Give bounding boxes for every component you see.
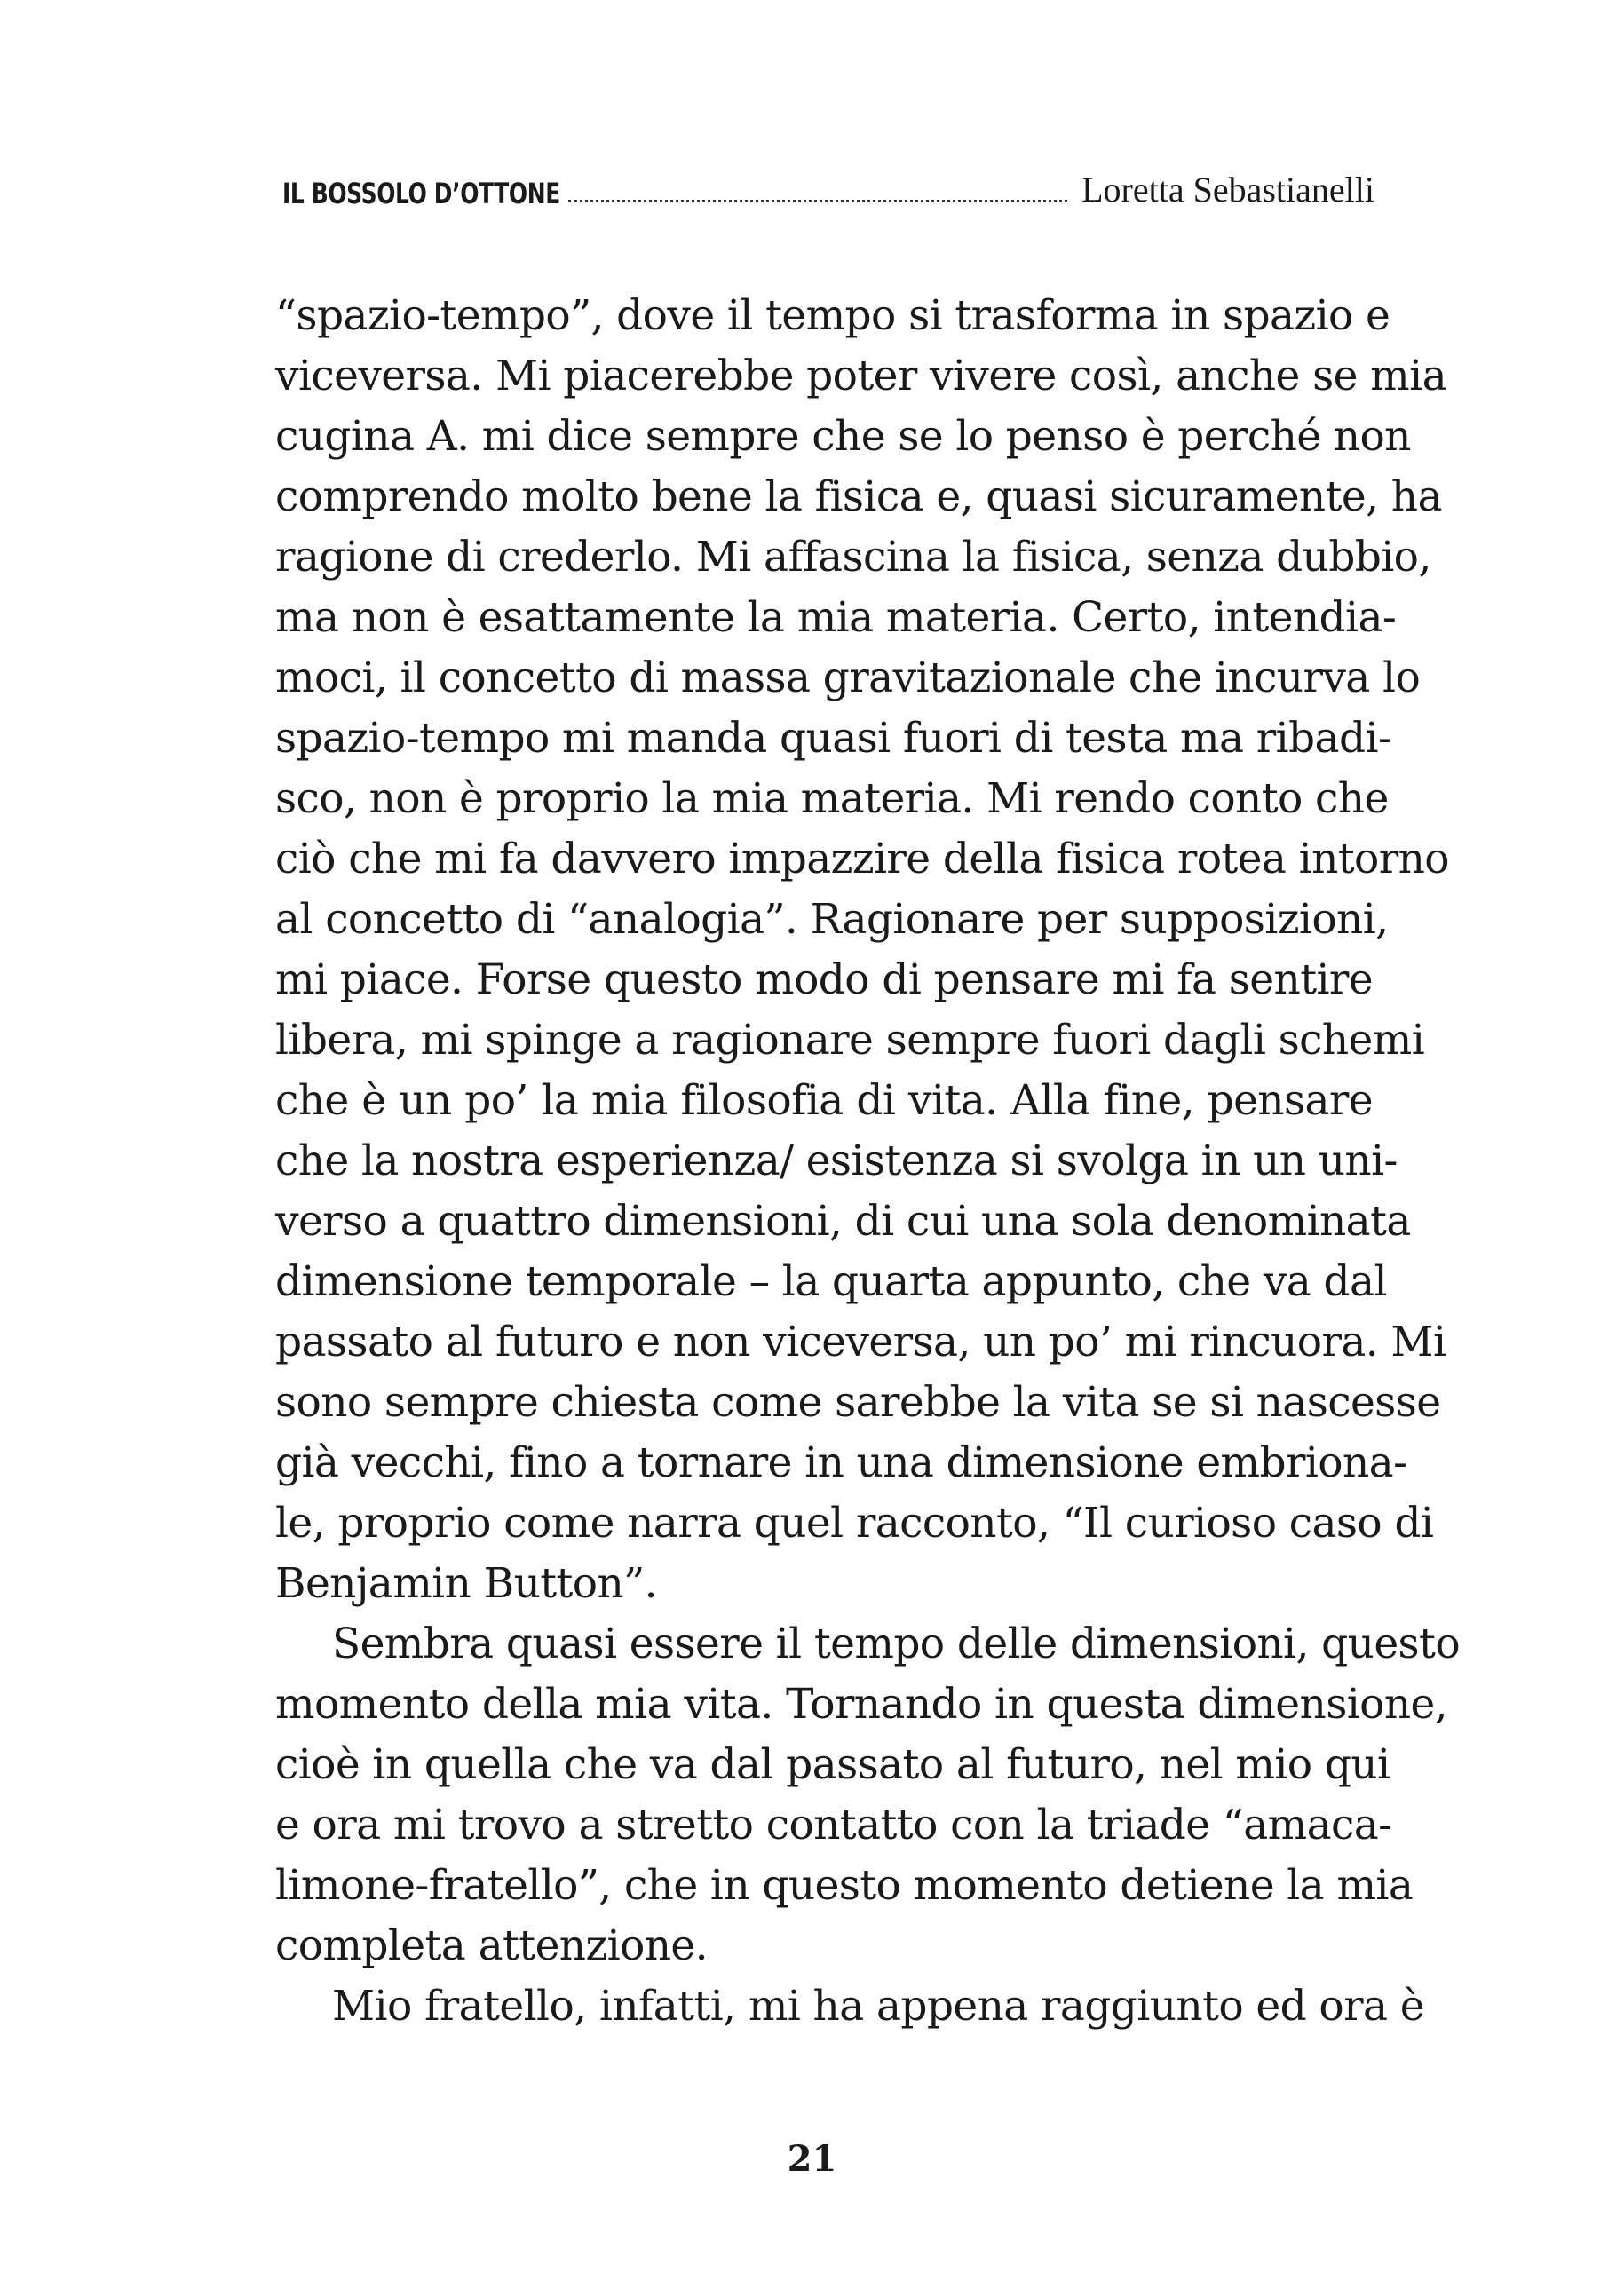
text-line: comprendo molto bene la fisica e, quasi sicuramente, ha: [275, 472, 1442, 521]
text-line: limone-fratello”, che in questo momento detiene la mia: [275, 1861, 1414, 1910]
text-line: “spazio-tempo”, dove il tempo si trasforma in spazio e: [275, 291, 1390, 340]
text-line: ragione di crederlo. Mi affascina la fisica, senza dubbio,: [275, 533, 1431, 582]
author-name: Loretta Sebastianelli: [1081, 170, 1374, 210]
text-line: moci, il concetto di massa gravitazionale che incurva lo: [275, 653, 1421, 702]
text-line: mi piace. Forse questo modo di pensare mi fa sentire: [275, 955, 1373, 1004]
text-line: Benjamin Button”.: [275, 1559, 657, 1608]
running-header: [282, 158, 1374, 208]
text-line: e ora mi trovo a stretto contatto con la triade “amaca-: [275, 1801, 1392, 1849]
text-line: cugina A. mi dice sempre che se lo penso è perché non: [275, 412, 1411, 461]
text-line: al concetto di “analogia”. Ragionare per supposizioni,: [275, 895, 1389, 944]
text-line: completa attenzione.: [275, 1921, 708, 1970]
text-line: già vecchi, fino a tornare in una dimensione embriona-: [275, 1438, 1407, 1487]
text-line: Sembra quasi essere il tempo delle dimensioni, questo: [332, 1620, 1461, 1668]
text-line: sono sempre chiesta come sarebbe la vita se si nascesse: [275, 1378, 1441, 1427]
page-number: 21: [787, 2138, 837, 2180]
dotted-leader: [568, 200, 1067, 202]
text-line: momento della mia vita. Tornando in questa dimensione,: [275, 1680, 1448, 1729]
body-text: [275, 286, 1461, 2037]
text-line: libera, mi spinge a ragionare sempre fuori dagli schemi: [275, 1016, 1425, 1065]
text-line: verso a quattro dimensioni, di cui una sola denominata: [275, 1197, 1411, 1246]
text-line: cioè in quella che va dal passato al futuro, nel mio qui: [275, 1740, 1390, 1789]
text-line: spazio-tempo mi manda quasi fuori di testa ma ribadi-: [275, 714, 1392, 763]
text-line: sco, non è proprio la mia materia. Mi rendo conto che: [275, 774, 1389, 823]
text-line: viceversa. Mi piacerebbe poter vivere così, anche se mia: [275, 352, 1447, 400]
text-line: Mio fratello, infatti, mi ha appena raggiunto ed ora è: [332, 1982, 1424, 2031]
text-line: passato al futuro e non viceversa, un po’ mi rincuora. Mi: [275, 1318, 1446, 1366]
text-line: ciò che mi fa davvero impazzire della fisica rotea intorno: [275, 835, 1449, 883]
text-line: che è un po’ la mia filosofia di vita. Alla fine, pensare: [275, 1076, 1373, 1125]
text-line: che la nostra esperienza/ esistenza si svolga in un uni-: [275, 1136, 1398, 1185]
text-line: dimensione temporale – la quarta appunto, che va dal: [275, 1257, 1387, 1306]
book-title: IL BOSSOLO D’OTTONE: [282, 177, 560, 210]
text-line: ma non è esattamente la mia materia. Certo, intendia-: [275, 593, 1397, 642]
text-line: le, proprio come narra quel racconto, “Il curioso caso di: [275, 1499, 1434, 1548]
